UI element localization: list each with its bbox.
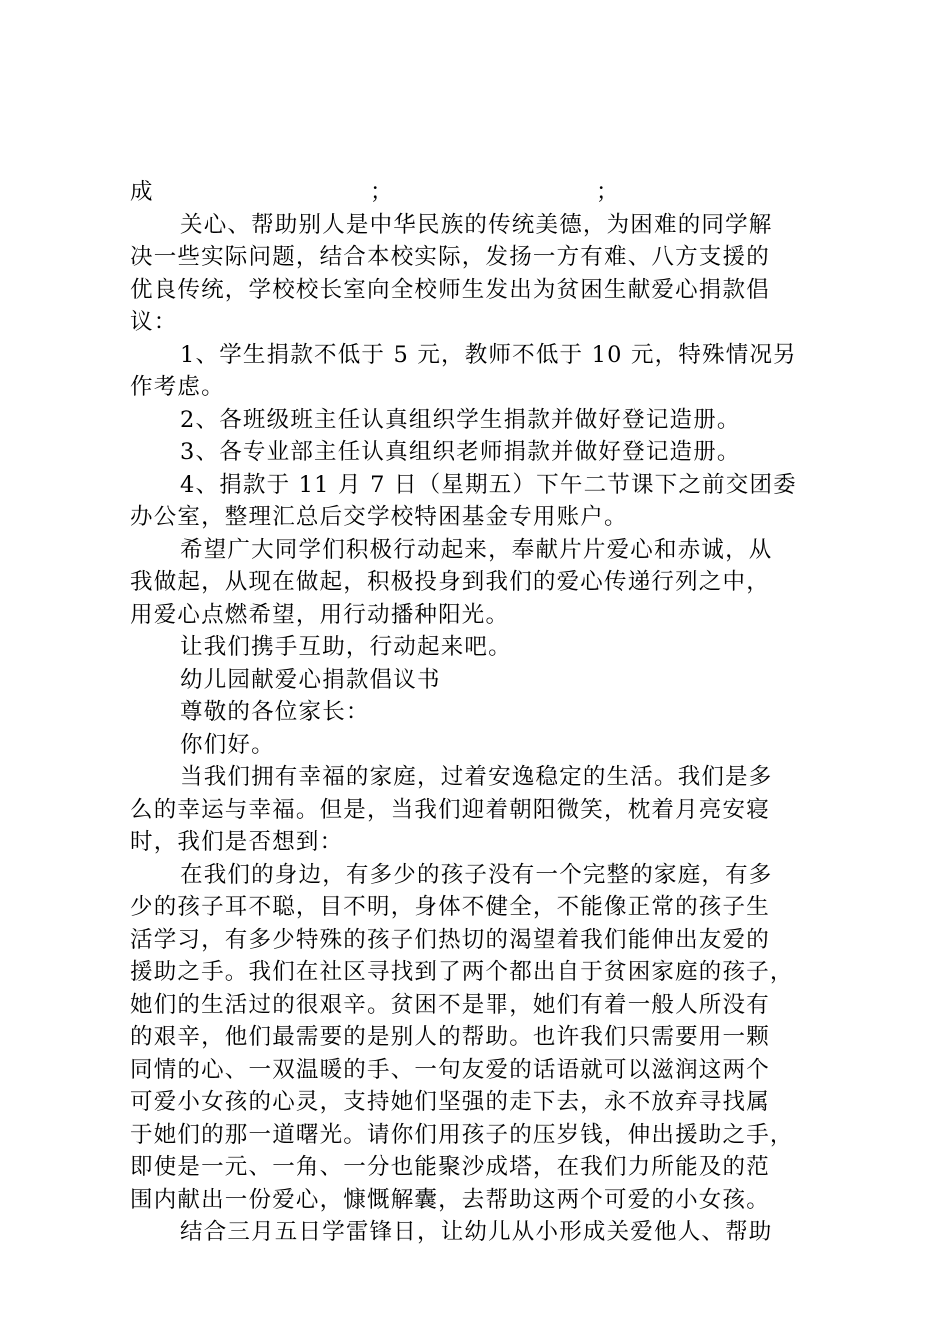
document-line: 当我们拥有幸福的家庭，过着安逸稳定的生活。我们是多 — [180, 764, 773, 790]
document-line: 援助之手。我们在社区寻找到了两个都出自于贫困家庭的孩子， — [130, 959, 794, 985]
document-line: 即使是一元、一角、一分也能聚沙成塔，在我们力所能及的范 — [130, 1154, 770, 1180]
document-line: 1、学生捐款不低于 5 元，教师不低于 10 元，特殊情况另 — [180, 341, 797, 368]
document-line: 活学习，有多少特殊的孩子们热切的渴望着我们能伸出友爱的 — [130, 926, 770, 953]
first-line-start: 成 — [130, 179, 154, 205]
document-line: 4、捐款于 11 月 7 日（星期五）下午二节课下之前交团委 — [180, 471, 797, 498]
document-line: 结合三月五日学雷锋日，让幼儿从小形成关爱他人、帮助 — [180, 1219, 773, 1245]
document-line: 时，我们是否想到： — [130, 829, 344, 855]
document-line: 你们好。 — [180, 731, 275, 758]
document-body — [130, 176, 830, 1249]
document-line: 3、各专业部主任认真组织老师捐款并做好登记造册。 — [180, 439, 741, 465]
document-line: 她们的生活过的很艰辛。贫困不是罪，她们有着一般人所没有 — [130, 991, 770, 1018]
document-line: 同情的心、一双温暖的手、一句友爱的话语就可以滋润这两个 — [130, 1056, 770, 1083]
document-line: 办公室，整理汇总后交学校特困基金专用账户。 — [130, 504, 628, 530]
document-line: 决一些实际问题，结合本校实际，发扬一方有难、八方支援的 — [130, 244, 770, 270]
document-line: 于她们的那一道曙光。请你们用孩子的压岁钱，伸出援助之手， — [130, 1121, 794, 1148]
document-lines — [130, 209, 830, 1249]
document-line: 优良传统，学校校长室向全校师生发出为贫困生献爱心捐款倡 — [130, 276, 770, 303]
document-line: 2、各班级班主任认真组织学生捐款并做好登记造册。 — [180, 406, 741, 433]
document-line: 我做起，从现在做起，积极投身到我们的爱心传递行列之中， — [130, 569, 770, 595]
document-line: 少的孩子耳不聪，目不明，身体不健全，不能像正常的孩子生 — [130, 894, 770, 920]
document-line-first — [130, 176, 830, 209]
document-line: 可爱小女孩的心灵，支持她们坚强的走下去，永不放弃寻找属 — [130, 1089, 770, 1115]
document-line: 在我们的身边，有多少的孩子没有一个完整的家庭，有多 — [180, 861, 773, 888]
document-line: 尊敬的各位家长： — [180, 699, 370, 725]
document-line: 让我们携手互助，行动起来吧。 — [180, 634, 512, 660]
first-line-semicolon-2: ； — [596, 179, 620, 205]
document-line: 议： — [130, 309, 178, 335]
first-line-semicolon-1: ； — [370, 179, 394, 205]
document-line: 么的幸运与幸福。但是，当我们迎着朝阳微笑，枕着月亮安寝 — [130, 796, 770, 823]
document-line: 用爱心点燃希望，用行动播种阳光。 — [130, 601, 510, 628]
document-line: 希望广大同学们积极行动起来，奉献片片爱心和赤诚，从 — [180, 536, 773, 563]
document-line: 的艰辛，他们最需要的是别人的帮助。也许我们只需要用一颗 — [130, 1024, 770, 1050]
document-line: 围内献出一份爱心，慷慨解囊，去帮助这两个可爱的小女孩。 — [130, 1186, 770, 1213]
document-line: 作考虑。 — [130, 374, 225, 400]
document-line: 幼儿园献爱心捐款倡议书 — [180, 666, 441, 693]
document-line: 关心、帮助别人是中华民族的传统美德，为困难的同学解 — [180, 211, 773, 238]
